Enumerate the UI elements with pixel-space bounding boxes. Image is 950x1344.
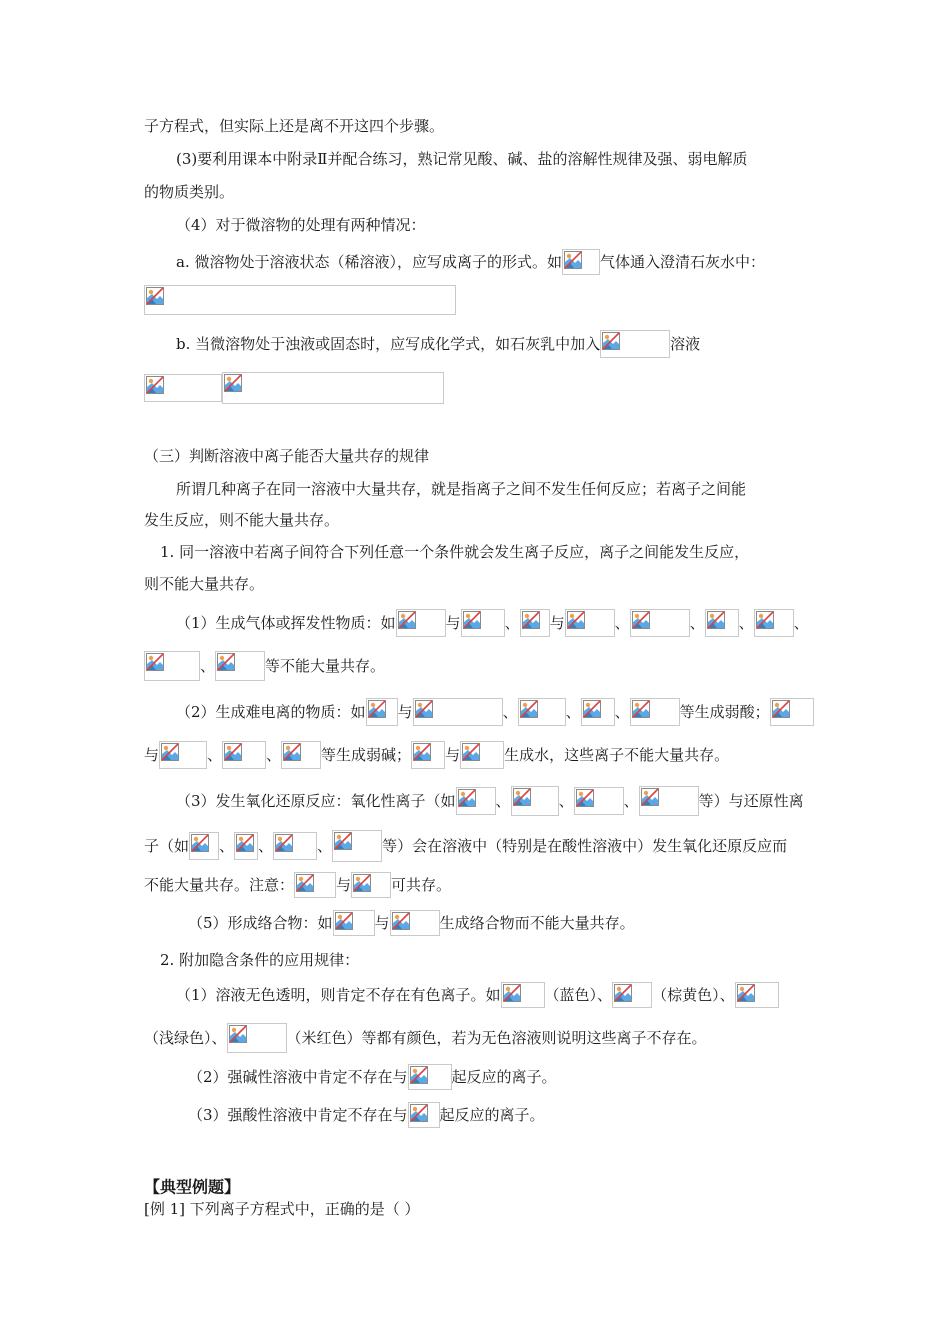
- text: 、: [565, 703, 581, 721]
- text-line: [144, 508, 339, 531]
- text-line: [144, 1197, 420, 1220]
- broken-image-icon: [735, 982, 779, 1008]
- text: 起反应的离子。: [439, 1106, 545, 1124]
- broken-image-icon: [754, 609, 794, 637]
- text-line: [188, 1102, 545, 1128]
- text: 所谓几种离子在同一溶液中大量共存，就是指离子之间不发生任何反应；若离子之间能: [176, 480, 747, 498]
- text: 则不能大量共存。: [144, 575, 265, 593]
- broken-image-icon: [600, 330, 670, 358]
- broken-image-icon: [501, 982, 545, 1008]
- text-line: [176, 786, 804, 816]
- broken-image-icon: [234, 832, 258, 860]
- broken-image-icon: [281, 741, 321, 769]
- text: (3)要利用课本中附录Ⅱ并配合练习，熟记常见酸、碱、盐的溶解性规律及强、弱电解质: [176, 150, 748, 168]
- text: （5）形成络合物：如: [188, 914, 333, 932]
- text: （三）判断溶液中离子能否大量共存的规律: [144, 447, 430, 465]
- text: 等生成弱碱；: [321, 746, 412, 764]
- text: 与: [336, 876, 352, 894]
- text-line: [144, 180, 234, 203]
- text: a. 微溶物处于溶液状态（稀溶液），应写成离子的形式。如: [176, 253, 562, 271]
- text-line: [160, 948, 359, 971]
- text: 子（如: [144, 837, 190, 855]
- broken-image-icon: [351, 872, 391, 898]
- text: 与: [445, 746, 461, 764]
- text: 生成络合物而不能大量共存。: [439, 914, 635, 932]
- text: 、: [207, 746, 223, 764]
- broken-image-icon: [227, 1023, 287, 1053]
- text: 、: [495, 792, 511, 810]
- text: （2）生成难电离的物质：如: [176, 703, 366, 721]
- text: （3）发生氧化还原反应：氧化性离子（如: [176, 792, 456, 810]
- text: 、: [793, 614, 809, 632]
- text: b. 当微溶物处于浊液或固态时，应写成化学式，如石灰乳中加入: [176, 335, 601, 353]
- text: 生成水，这些离子不能大量共存。: [504, 746, 730, 764]
- broken-image-icon: [189, 832, 219, 860]
- broken-image-icon: [562, 249, 600, 275]
- broken-image-icon: [574, 787, 624, 815]
- text: 、: [266, 746, 282, 764]
- text: 可共存。: [391, 876, 452, 894]
- text: 、: [200, 657, 216, 675]
- text: 的物质类别。: [144, 183, 235, 201]
- text: 、: [502, 703, 518, 721]
- broken-image-icon: [144, 285, 456, 315]
- broken-image-icon: [639, 786, 699, 816]
- broken-image-icon: [630, 609, 690, 637]
- text: （1）生成气体或挥发性物质：如: [176, 614, 396, 632]
- text: 、: [689, 614, 705, 632]
- text: 、: [258, 837, 274, 855]
- text: 发生反应，则不能大量共存。: [144, 511, 340, 529]
- text: 溶液: [670, 335, 701, 353]
- broken-image-icon: [630, 698, 680, 726]
- section-heading: [144, 1176, 240, 1199]
- text-line: [176, 698, 814, 726]
- text-line: [144, 830, 787, 862]
- text-line: [144, 651, 385, 681]
- text: （棕黄色）、: [652, 986, 735, 1004]
- text-line: [176, 982, 779, 1008]
- text-line: [176, 147, 747, 170]
- broken-image-icon: [144, 374, 222, 402]
- section-heading: [144, 444, 429, 467]
- broken-image-icon: [396, 609, 446, 637]
- text-line: [176, 213, 426, 236]
- text-line: [176, 249, 765, 275]
- broken-image-icon: [215, 651, 265, 681]
- text: （4）对于微溶物的处理有两种情况：: [176, 216, 426, 234]
- broken-image-icon: [460, 741, 504, 769]
- text: 、: [614, 614, 630, 632]
- text: 等）与还原性离: [698, 792, 804, 810]
- text-line: [144, 572, 264, 595]
- text: （2）强碱性溶液中肯定不存在与: [188, 1068, 408, 1086]
- text-line: [144, 872, 451, 898]
- text-line: [144, 1023, 707, 1053]
- text: 等）会在溶液中（特别是在酸性溶液中）发生氧化还原反应而: [382, 837, 788, 855]
- text: 1. 同一溶液中若离子间符合下列任意一个条件就会发生离子反应，离子之间能发生反应，: [160, 543, 750, 561]
- text-line: [176, 477, 746, 500]
- text: （3）强酸性溶液中肯定不存在与: [188, 1106, 408, 1124]
- text-line: [176, 609, 809, 637]
- text: 起反应的离子。: [451, 1068, 557, 1086]
- text: （米红色）等都有颜色，若为无色溶液则说明这些离子不存在。: [286, 1029, 707, 1047]
- text: 不能大量共存。注意：: [144, 876, 295, 894]
- text: 、: [504, 614, 520, 632]
- text: 与: [549, 614, 565, 632]
- text-line: [160, 540, 749, 563]
- text: 、: [558, 792, 574, 810]
- broken-image-icon: [411, 741, 445, 769]
- broken-image-icon: [565, 609, 615, 637]
- text-line: [188, 1064, 557, 1090]
- text: （1）溶液无色透明，则肯定不存在有色离子。如: [176, 986, 501, 1004]
- broken-image-icon: [273, 832, 317, 860]
- text: 子方程式，但实际上还是离不开这四个步骤。: [144, 117, 445, 135]
- broken-image-icon: [520, 609, 550, 637]
- text-line: [176, 330, 700, 358]
- broken-image-icon: [612, 982, 652, 1008]
- broken-image-icon: [456, 787, 496, 815]
- broken-image-icon: [581, 698, 615, 726]
- text: 、: [614, 703, 630, 721]
- text: 与: [445, 614, 461, 632]
- broken-image-icon: [461, 609, 505, 637]
- text: 2. 附加隐含条件的应用规律：: [160, 951, 360, 969]
- broken-image-icon: [294, 872, 336, 898]
- broken-image-icon: [413, 698, 503, 726]
- broken-image-icon: [408, 1064, 452, 1090]
- broken-image-icon: [144, 651, 200, 681]
- text-line: [144, 114, 444, 137]
- broken-image-icon: [332, 830, 382, 862]
- text: 、: [623, 792, 639, 810]
- text: 、: [219, 837, 235, 855]
- text: [例 1] 下列离子方程式中，正确的是（ ）: [144, 1200, 420, 1218]
- text: 与: [397, 703, 413, 721]
- text: 、: [738, 614, 754, 632]
- broken-image-icon: [511, 786, 559, 816]
- text: 【典型例题】: [144, 1177, 241, 1197]
- text: （蓝色）、: [544, 986, 613, 1004]
- broken-image-icon: [366, 698, 398, 726]
- broken-image-icon: [390, 910, 440, 936]
- formula-line: [144, 372, 444, 404]
- broken-image-icon: [333, 910, 375, 936]
- broken-image-icon: [770, 698, 814, 726]
- formula-line: [144, 285, 456, 315]
- broken-image-icon: [222, 741, 266, 769]
- text-line: [188, 910, 635, 936]
- broken-image-icon: [159, 741, 207, 769]
- text: 等不能大量共存。: [265, 657, 386, 675]
- text: 等生成弱酸；: [679, 703, 770, 721]
- broken-image-icon: [518, 698, 566, 726]
- broken-image-icon: [408, 1102, 440, 1128]
- text-line: [144, 741, 729, 769]
- text: 、: [317, 837, 333, 855]
- text: （浅绿色）、: [144, 1029, 227, 1047]
- text: 气体通入澄清石灰水中：: [599, 253, 765, 271]
- broken-image-icon: [705, 609, 739, 637]
- text: 与: [374, 914, 390, 932]
- broken-image-icon: [222, 372, 444, 404]
- text: 与: [144, 746, 160, 764]
